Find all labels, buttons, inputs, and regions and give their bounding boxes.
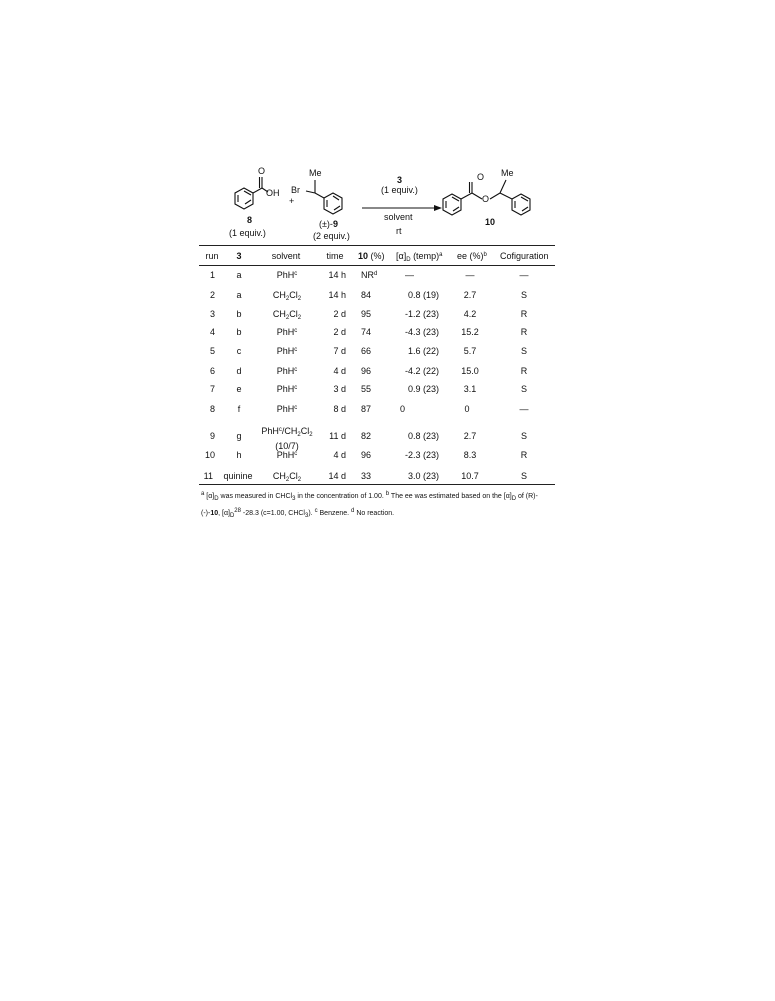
cell-yield: 66 [361, 346, 372, 356]
header-run: run [205, 251, 219, 261]
cell-rotation: 0 [400, 404, 406, 414]
footnote-b-text-3: , [α] [218, 510, 230, 517]
footnote-b-sub: D [511, 496, 517, 502]
arrow-solvent-label: solvent [384, 212, 413, 222]
cell-run: 3 [209, 309, 215, 319]
footnote-b-text-5: ). [308, 510, 315, 517]
cell-cat: b [236, 309, 242, 319]
footnote-c-mark: c [314, 508, 318, 514]
header-rotation-footnote: a [439, 252, 443, 258]
cell-cat: f [237, 404, 241, 414]
footnote-b-mark: b [385, 491, 390, 497]
cell-ee: 15.2 [461, 327, 479, 337]
header-rotation-temp: (temp) [410, 251, 440, 261]
ester-methyl-label: Me [501, 168, 514, 178]
acid-carbonyl-o: O [258, 166, 266, 176]
cell-cat: g [236, 431, 242, 441]
header-time: time [326, 251, 344, 261]
header-solvent: solvent [271, 251, 301, 261]
cell-yield: 95 [361, 309, 372, 319]
cell-run: 6 [209, 366, 215, 376]
cell-run: 8 [209, 404, 215, 414]
footnote-b-sub-4: 3 [304, 513, 309, 519]
cell-rotation: 3.0 (23) [407, 471, 439, 481]
bromide-structure [306, 180, 342, 214]
cell-config: S [520, 431, 528, 441]
footnote-d-text: No reaction. [354, 510, 395, 517]
cell-run: 5 [209, 346, 215, 356]
cell-cat: quinine [223, 471, 253, 481]
cell-config: — [519, 270, 529, 280]
header-ee [457, 251, 487, 261]
cell-rotation: -2.3 (23) [404, 450, 439, 460]
compound-9-number: 9 [332, 219, 338, 229]
cell-run: 1 [209, 270, 215, 280]
cell-yield: 33 [361, 471, 372, 481]
cell-config: S [520, 384, 528, 394]
cell-ee: 10.7 [461, 471, 479, 481]
reaction-scheme [0, 0, 775, 250]
cell-config: S [520, 346, 528, 356]
cell-run: 9 [209, 431, 215, 441]
reagent-3-number: 3 [397, 175, 403, 185]
header-yield-unit: (%) [368, 251, 385, 261]
compound-9-equiv: (2 equiv.) [313, 231, 350, 241]
cell-solvent: PhH$^c$ [276, 450, 298, 460]
cell-time: 4 d [333, 366, 346, 376]
cell-time: 3 d [333, 384, 346, 394]
cell-solvent: PhH$^c$ [276, 327, 298, 337]
footnote-a-mark: a [201, 491, 205, 497]
footnote-c-text: Benzene. [317, 510, 352, 517]
cell-solvent: PhH$^c$ [276, 270, 298, 280]
cell-run: 7 [209, 384, 215, 394]
table-footnotes [201, 488, 555, 522]
cell-time: 7 d [333, 346, 346, 356]
header-ee-label: ee (%) [457, 251, 484, 261]
cell-yield: 84 [361, 290, 372, 300]
cell-ee: 5.7 [463, 346, 477, 356]
cell-rotation: 1.6 (22) [407, 346, 439, 356]
cell-yield: 55 [361, 384, 372, 394]
header-rotation-sub: D [406, 257, 411, 263]
cell-ee: 4.2 [463, 309, 477, 319]
cell-config: R [520, 309, 528, 319]
compound-9-prefix: (±)- [319, 219, 333, 229]
compound-8-equiv: (1 equiv.) [229, 228, 266, 238]
ester-carbonyl-o: O [477, 172, 485, 182]
header-rotation-symbol: [α] [396, 251, 407, 261]
cell-ee: — [465, 270, 475, 280]
footnote-b-sup-3: 28 [234, 508, 241, 514]
cell-yield: 74 [361, 327, 372, 337]
cell-rotation: -1.2 (23) [404, 309, 439, 319]
table-top-rule [199, 245, 555, 246]
cell-solvent: PhH$^c$ [276, 384, 298, 394]
header-rotation [396, 251, 442, 263]
header-yield [358, 251, 385, 261]
cell-solvent: PhH$^c$ [276, 366, 298, 376]
cell-yield: 82 [361, 431, 372, 441]
cell-cat: d [236, 366, 242, 376]
cell-cat: a [236, 290, 242, 300]
cell-rotation: -4.3 (23) [404, 327, 439, 337]
cell-config: S [520, 471, 528, 481]
arrow-head [434, 205, 442, 211]
cell-config: — [519, 404, 529, 414]
cell-time: 2 d [333, 327, 346, 337]
cell-solvent: $CH_2Cl_2$ [272, 471, 302, 483]
cell-yield: 96 [361, 450, 372, 460]
cell-solvent: PhH$^c$ [276, 346, 298, 356]
cell-cat: c [236, 346, 242, 356]
cell-yield: $NR^d$ [361, 270, 378, 280]
cell-solvent: $PhH^c/CH_2Cl_2$ (10/7) [261, 426, 313, 451]
cell-time: 4 d [333, 450, 346, 460]
cell-rotation: 0.9 (23) [407, 384, 439, 394]
footnote-a-sub-2: 3 [292, 496, 296, 502]
cell-time: 2 d [333, 309, 346, 319]
cell-run: 11 [203, 471, 213, 481]
cell-time: 8 d [333, 404, 346, 414]
cell-rotation: 0.8 (23) [407, 431, 439, 441]
cell-rotation: -4.2 (22) [404, 366, 439, 376]
cell-config: S [520, 290, 528, 300]
cell-yield: 96 [361, 366, 372, 376]
cell-config: R [520, 366, 528, 376]
table-header-rule [199, 265, 555, 266]
cell-time: 14 h [328, 290, 346, 300]
header-catalyst: 3 [236, 251, 242, 261]
cell-ee: 3.1 [463, 384, 477, 394]
cell-rotation: 0.8 (19) [407, 290, 439, 300]
cell-rotation: — [405, 270, 414, 280]
footnote-b-compound: 10 [210, 510, 219, 517]
footnote-a-text: [α] [204, 493, 215, 500]
cell-cat: e [236, 384, 242, 394]
cell-run: 2 [209, 290, 215, 300]
footnote-a-text-3: in the concentration of 1.00. [295, 493, 386, 500]
bromide-br-label: Br [291, 185, 300, 195]
footnote-a-text-2: was measured in CHCl [218, 493, 293, 500]
cell-ee: 15.0 [461, 366, 479, 376]
footnote-a-sub: D [214, 496, 219, 502]
cell-run: 10 [204, 450, 215, 460]
cell-ee: 0 [464, 404, 470, 414]
footnote-b-sub-3: D [229, 513, 235, 519]
compound-8-number: 8 [247, 215, 253, 225]
cell-run: 4 [209, 327, 215, 337]
compound-9-label [319, 219, 338, 229]
cell-solvent: PhH$^c$ [276, 404, 298, 414]
bromide-methyl-label: Me [309, 168, 322, 178]
cell-time: 14 d [328, 471, 346, 481]
header-ee-footnote: b [483, 252, 487, 258]
header-yield-compound: 10 [358, 251, 369, 261]
cell-time: 11 d [329, 431, 346, 441]
cell-solvent: $CH_2Cl_2$ [272, 290, 302, 302]
cell-cat: a [236, 270, 242, 280]
table-bottom-rule [199, 484, 555, 485]
cell-ee: 2.7 [463, 431, 477, 441]
cell-config: R [520, 327, 528, 337]
cell-cat: b [236, 327, 242, 337]
cell-yield: 87 [361, 404, 372, 414]
cell-config: R [520, 450, 528, 460]
benzoic-acid-structure [235, 177, 268, 209]
reagent-3-equiv: (1 equiv.) [381, 185, 418, 195]
header-config: Cofiguration [500, 251, 549, 261]
acid-oh-label: OH [266, 188, 280, 198]
cell-cat: h [236, 450, 242, 460]
footnote-b-text-2: of (R)-(-)- [201, 493, 538, 517]
ester-oxygen-o: O [482, 194, 490, 204]
compound-10-number: 10 [485, 217, 496, 227]
cell-time: 14 h [328, 270, 346, 280]
footnote-b-text: The ee was estimated based on the [α] [389, 493, 512, 500]
arrow-temp-label: rt [396, 226, 402, 236]
cell-ee: 8.3 [463, 450, 477, 460]
footnote-b-text-4: -28.3 (c=1.00, CHCl [240, 510, 305, 517]
cell-ee: 2.7 [463, 290, 477, 300]
plus-sign: + [289, 196, 295, 206]
cell-solvent: $CH_2Cl_2$ [272, 309, 302, 321]
footnote-d-mark: d [351, 508, 355, 514]
